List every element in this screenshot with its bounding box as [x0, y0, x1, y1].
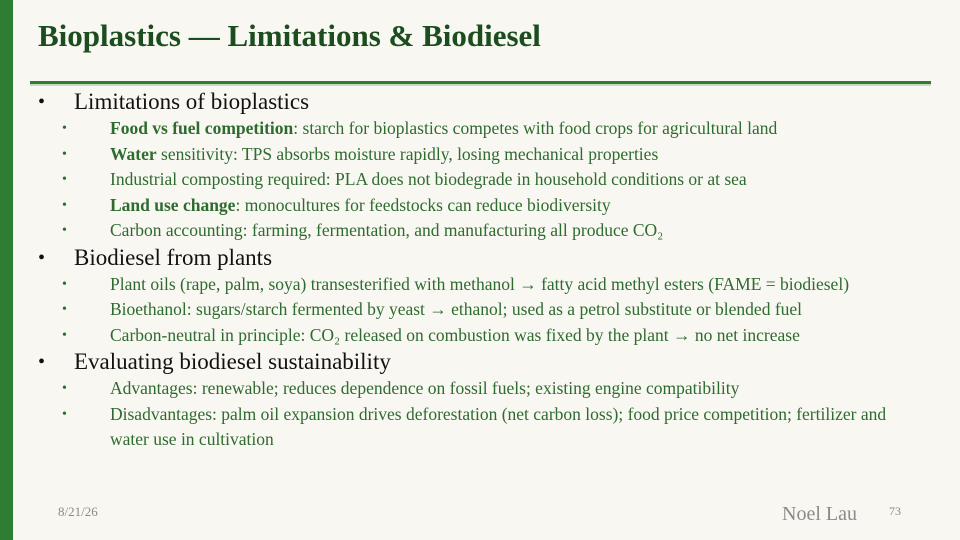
footer-author: Noel Lau [782, 503, 857, 525]
title-divider-shadow [30, 84, 931, 86]
sub-bullet [62, 297, 910, 323]
sub-bullet [62, 116, 910, 142]
sub-bullet [62, 193, 910, 219]
bullet-icon: • [38, 91, 46, 113]
sub-bullet [62, 167, 910, 193]
bullet-icon: • [62, 223, 67, 238]
sub-bullet [62, 218, 910, 244]
bullet-icon: • [62, 172, 67, 187]
sub-bullet [62, 402, 910, 453]
sub-bullet-text: Carbon accounting: farming, fermentation, and manufacturing all produce CO₂ [110, 220, 664, 240]
section-heading [38, 244, 960, 272]
bullet-icon: • [62, 406, 67, 422]
sub-bullet-text: : starch for bioplastics competes with food crops for agricultural land [293, 118, 778, 138]
sub-bullet-text: Plant oils (rape, palm, soya) transesterified with methanol → fatty acid methyl esters (FAME = biodiesel) [110, 273, 850, 294]
sub-bullet-text: Advantages: renewable; reduces dependence on fossil fuels; existing engine compatibility [110, 378, 740, 398]
bullet-icon: • [38, 246, 46, 269]
section-heading [38, 348, 960, 376]
bullet-icon: • [62, 302, 67, 317]
section-heading-text: Biodiesel from plants [74, 244, 273, 270]
section-heading-text: Evaluating biodiesel sustainability [74, 349, 391, 374]
slide-title: Bioplastics — Limitations & Biodiesel [38, 18, 541, 53]
section-heading [38, 88, 960, 116]
bullet-icon: • [62, 197, 67, 213]
sub-bullet [62, 323, 910, 349]
sub-bullet-text: Bioethanol: sugars/starch fermented by yeast → ethanol; used as a petrol substitute or blended fuel [110, 299, 803, 319]
sub-bullet [62, 142, 910, 168]
sub-bullet [62, 272, 910, 298]
footer-page-number: 73 [889, 504, 901, 518]
sub-bullet-text: Industrial composting required: PLA does not biodegrade in household conditions or at sea [110, 169, 747, 189]
bullet-icon: • [62, 121, 67, 136]
sub-bullet-bold: Food vs fuel competition [110, 118, 294, 138]
bullet-icon: • [62, 276, 67, 292]
bullet-icon: • [62, 146, 67, 162]
sub-bullet-text: : monocultures for feedstocks can reduce biodiversity [235, 194, 611, 215]
sub-bullet-bold: Water [110, 143, 157, 164]
bullet-icon: • [62, 381, 67, 396]
sub-bullet-bold: Land use change [110, 194, 236, 215]
sub-bullet [62, 376, 910, 402]
bullet-icon: • [38, 351, 46, 373]
sub-bullet-text: sensitivity: TPS absorbs moisture rapidly, losing mechanical properties [156, 143, 659, 164]
sub-bullet-text: Carbon-neutral in principle: CO₂ released on combustion was fixed by the plant → no net increase [110, 324, 800, 345]
slide-body [0, 88, 960, 453]
sub-bullet-text: Disadvantages: palm oil expansion drives deforestation (net carbon loss); food price competition; fertilizer and water use in cultivation [110, 403, 887, 449]
bullet-icon: • [62, 327, 67, 343]
footer-date: 8/21/26 [58, 504, 98, 519]
section-heading-text: Limitations of bioplastics [74, 89, 310, 114]
